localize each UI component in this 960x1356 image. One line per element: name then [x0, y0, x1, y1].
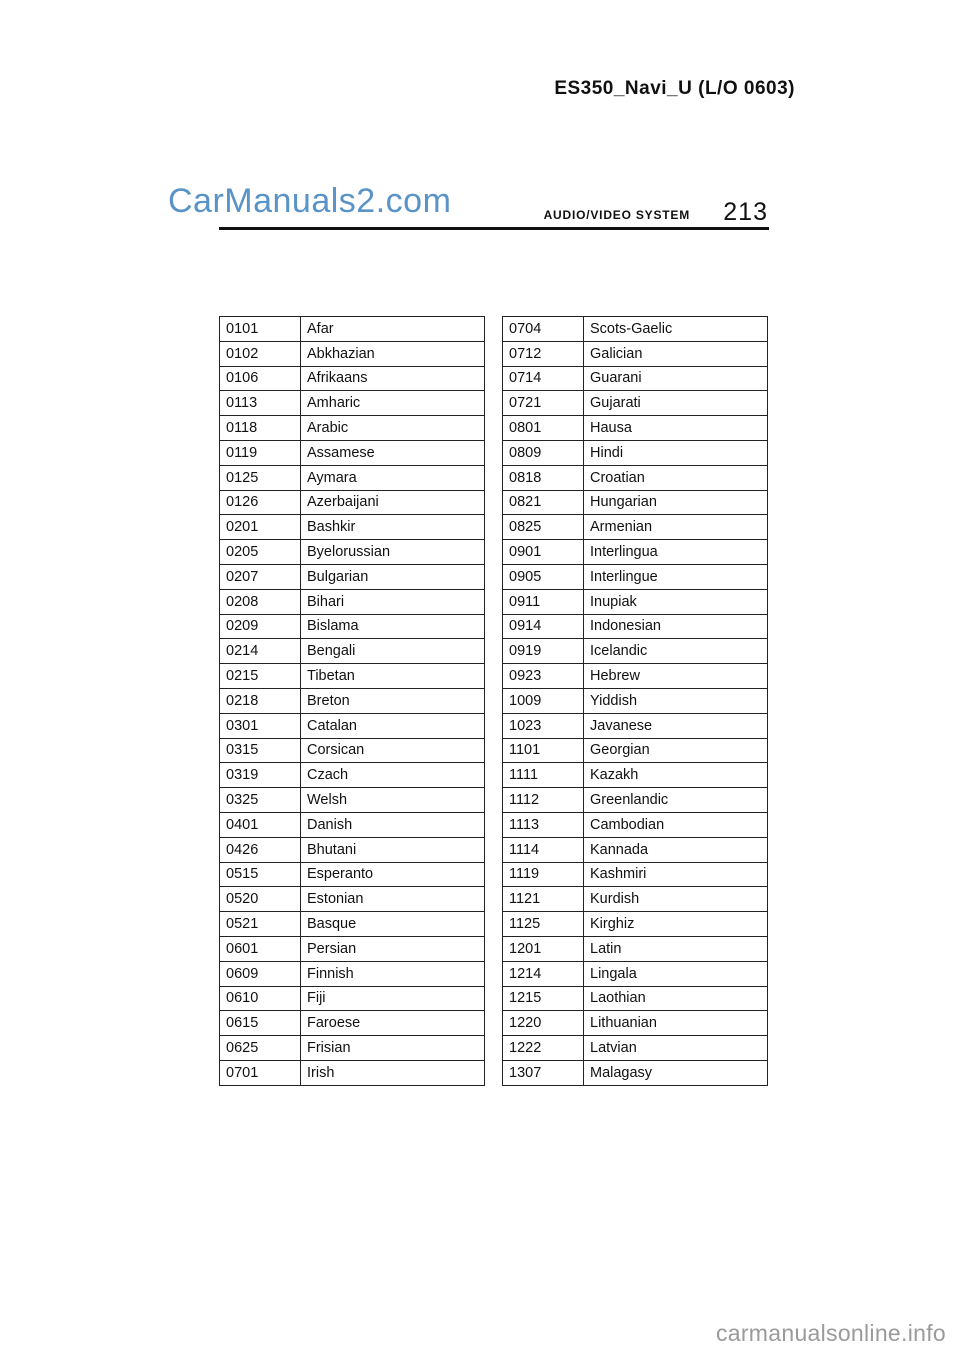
- language-name: Faroese: [301, 1011, 485, 1036]
- table-row: [220, 515, 485, 540]
- language-name: Danish: [301, 812, 485, 837]
- table-row: [503, 664, 768, 689]
- language-name: Cambodian: [584, 812, 768, 837]
- language-name: Irish: [301, 1060, 485, 1085]
- language-name: Persian: [301, 936, 485, 961]
- language-code: 0515: [220, 862, 301, 887]
- language-code: 1111: [503, 763, 584, 788]
- footer-watermark: carmanualsonline.info: [715, 1320, 946, 1346]
- table-row: [220, 614, 485, 639]
- language-code: 0208: [220, 589, 301, 614]
- language-code: 0119: [220, 440, 301, 465]
- language-code: 1023: [503, 713, 584, 738]
- language-name: Abkhazian: [301, 341, 485, 366]
- language-code: 1220: [503, 1011, 584, 1036]
- table-row: [220, 465, 485, 490]
- language-code: 1222: [503, 1036, 584, 1061]
- table-row: [503, 862, 768, 887]
- language-name: Inupiak: [584, 589, 768, 614]
- language-code: 0901: [503, 540, 584, 565]
- table-row: [503, 837, 768, 862]
- language-code: 1009: [503, 688, 584, 713]
- language-code: 0601: [220, 936, 301, 961]
- language-code: 1101: [503, 738, 584, 763]
- table-row: [220, 1060, 485, 1085]
- table-row: [220, 440, 485, 465]
- table-row: [503, 688, 768, 713]
- language-name: Kannada: [584, 837, 768, 862]
- table-row: [503, 1011, 768, 1036]
- language-name: Basque: [301, 912, 485, 937]
- language-name: Arabic: [301, 416, 485, 441]
- language-name: Bulgarian: [301, 564, 485, 589]
- language-name: Kashmiri: [584, 862, 768, 887]
- language-name: Azerbaijani: [301, 490, 485, 515]
- table-row: [503, 391, 768, 416]
- table-row: [220, 1011, 485, 1036]
- doc-code: ES350_Navi_U (L/O 0603): [554, 78, 795, 99]
- table-row: [220, 837, 485, 862]
- table-row: [220, 912, 485, 937]
- language-name: Bashkir: [301, 515, 485, 540]
- language-code: 0125: [220, 465, 301, 490]
- table-row: [503, 738, 768, 763]
- language-name: Fiji: [301, 986, 485, 1011]
- table-row: [503, 465, 768, 490]
- language-name: Corsican: [301, 738, 485, 763]
- language-code: 0106: [220, 366, 301, 391]
- language-code: 0521: [220, 912, 301, 937]
- language-code: 0301: [220, 713, 301, 738]
- language-code: 0625: [220, 1036, 301, 1061]
- page-number: 213: [723, 198, 768, 226]
- language-name: Byelorussian: [301, 540, 485, 565]
- language-code: 0207: [220, 564, 301, 589]
- language-code: 0325: [220, 788, 301, 813]
- table-row: [220, 862, 485, 887]
- language-name: Hebrew: [584, 664, 768, 689]
- language-code: 0218: [220, 688, 301, 713]
- language-name: Laothian: [584, 986, 768, 1011]
- language-code: 1215: [503, 986, 584, 1011]
- language-code: 0201: [220, 515, 301, 540]
- language-code: 1201: [503, 936, 584, 961]
- language-code: 0721: [503, 391, 584, 416]
- table-row: [220, 317, 485, 342]
- table-row: [503, 589, 768, 614]
- language-code: 0610: [220, 986, 301, 1011]
- language-name: Guarani: [584, 366, 768, 391]
- language-code: 0126: [220, 490, 301, 515]
- language-code: 1119: [503, 862, 584, 887]
- language-code: 1121: [503, 887, 584, 912]
- table-row: [503, 986, 768, 1011]
- language-code: 0315: [220, 738, 301, 763]
- table-body: [503, 317, 768, 1086]
- language-name: Malagasy: [584, 1060, 768, 1085]
- language-name: Lithuanian: [584, 1011, 768, 1036]
- language-name: Tibetan: [301, 664, 485, 689]
- language-name: Interlingua: [584, 540, 768, 565]
- language-name: Bislama: [301, 614, 485, 639]
- language-code: 0101: [220, 317, 301, 342]
- language-code: 0609: [220, 961, 301, 986]
- table-row: [220, 961, 485, 986]
- table-row: [220, 936, 485, 961]
- table-row: [220, 416, 485, 441]
- language-name: Javanese: [584, 713, 768, 738]
- table-row: [220, 490, 485, 515]
- watermark-logo: CarManuals2.com: [168, 182, 452, 220]
- language-code: 0801: [503, 416, 584, 441]
- table-row: [503, 912, 768, 937]
- table-row: [503, 1060, 768, 1085]
- language-name: Amharic: [301, 391, 485, 416]
- language-code: 0209: [220, 614, 301, 639]
- language-name: Esperanto: [301, 862, 485, 887]
- table-row: [220, 540, 485, 565]
- language-code-table-right: [502, 316, 768, 1086]
- language-name: Interlingue: [584, 564, 768, 589]
- table-row: [503, 564, 768, 589]
- language-name: Afar: [301, 317, 485, 342]
- table-body: [220, 317, 485, 1086]
- language-name: Scots-Gaelic: [584, 317, 768, 342]
- language-code: 0319: [220, 763, 301, 788]
- language-name: Bihari: [301, 589, 485, 614]
- language-code: 0809: [503, 440, 584, 465]
- table-row: [220, 738, 485, 763]
- table-row: [220, 986, 485, 1011]
- language-code: 0205: [220, 540, 301, 565]
- header-rule: [219, 227, 769, 230]
- language-code: 1307: [503, 1060, 584, 1085]
- language-name: Czach: [301, 763, 485, 788]
- language-code: 0825: [503, 515, 584, 540]
- language-name: Aymara: [301, 465, 485, 490]
- language-code: 0821: [503, 490, 584, 515]
- language-code: 0701: [220, 1060, 301, 1085]
- language-name: Assamese: [301, 440, 485, 465]
- language-code: 1125: [503, 912, 584, 937]
- language-name: Yiddish: [584, 688, 768, 713]
- language-code: 0215: [220, 664, 301, 689]
- language-code: 0911: [503, 589, 584, 614]
- language-name: Catalan: [301, 713, 485, 738]
- language-name: Icelandic: [584, 639, 768, 664]
- language-code: 0914: [503, 614, 584, 639]
- language-code: 0919: [503, 639, 584, 664]
- language-name: Hungarian: [584, 490, 768, 515]
- table-row: [503, 515, 768, 540]
- language-code: 0712: [503, 341, 584, 366]
- language-name: Bhutani: [301, 837, 485, 862]
- language-name: Indonesian: [584, 614, 768, 639]
- language-name: Georgian: [584, 738, 768, 763]
- table-row: [220, 639, 485, 664]
- language-code: 0704: [503, 317, 584, 342]
- table-row: [503, 788, 768, 813]
- language-name: Finnish: [301, 961, 485, 986]
- language-name: Hausa: [584, 416, 768, 441]
- table-row: [220, 887, 485, 912]
- table-row: [503, 366, 768, 391]
- table-row: [503, 887, 768, 912]
- language-name: Gujarati: [584, 391, 768, 416]
- table-row: [220, 788, 485, 813]
- language-name: Latin: [584, 936, 768, 961]
- table-row: [220, 341, 485, 366]
- table-row: [220, 589, 485, 614]
- language-code: 1214: [503, 961, 584, 986]
- language-name: Afrikaans: [301, 366, 485, 391]
- language-name: Lingala: [584, 961, 768, 986]
- table-row: [503, 614, 768, 639]
- language-name: Kirghiz: [584, 912, 768, 937]
- language-name: Hindi: [584, 440, 768, 465]
- table-row: [503, 341, 768, 366]
- table-row: [503, 639, 768, 664]
- language-code-table-left: [219, 316, 485, 1086]
- language-code: 0426: [220, 837, 301, 862]
- language-name: Bengali: [301, 639, 485, 664]
- language-code: 0923: [503, 664, 584, 689]
- table-row: [503, 763, 768, 788]
- language-name: Latvian: [584, 1036, 768, 1061]
- language-name: Kurdish: [584, 887, 768, 912]
- table-row: [503, 961, 768, 986]
- language-name: Armenian: [584, 515, 768, 540]
- language-name: Breton: [301, 688, 485, 713]
- table-row: [503, 812, 768, 837]
- language-code: 0118: [220, 416, 301, 441]
- language-name: Frisian: [301, 1036, 485, 1061]
- section-title: AUDIO/VIDEO SYSTEM: [543, 208, 690, 222]
- language-code: 0615: [220, 1011, 301, 1036]
- language-code: 0401: [220, 812, 301, 837]
- language-name: Welsh: [301, 788, 485, 813]
- language-name: Croatian: [584, 465, 768, 490]
- language-code: 1114: [503, 837, 584, 862]
- language-code: 1112: [503, 788, 584, 813]
- table-row: [220, 664, 485, 689]
- table-row: [503, 1036, 768, 1061]
- table-row: [503, 936, 768, 961]
- language-code: 1113: [503, 812, 584, 837]
- table-row: [220, 564, 485, 589]
- table-row: [220, 1036, 485, 1061]
- table-row: [220, 366, 485, 391]
- language-name: Kazakh: [584, 763, 768, 788]
- table-row: [220, 688, 485, 713]
- language-name: Greenlandic: [584, 788, 768, 813]
- table-row: [220, 763, 485, 788]
- table-row: [503, 490, 768, 515]
- table-row: [503, 416, 768, 441]
- language-code: 0714: [503, 366, 584, 391]
- language-code: 0102: [220, 341, 301, 366]
- table-row: [503, 713, 768, 738]
- table-row: [220, 391, 485, 416]
- table-row: [220, 713, 485, 738]
- language-name: Galician: [584, 341, 768, 366]
- language-code: 0905: [503, 564, 584, 589]
- language-code: 0818: [503, 465, 584, 490]
- table-row: [220, 812, 485, 837]
- language-code: 0113: [220, 391, 301, 416]
- table-row: [503, 440, 768, 465]
- table-row: [503, 317, 768, 342]
- language-name: Estonian: [301, 887, 485, 912]
- language-code: 0520: [220, 887, 301, 912]
- language-code: 0214: [220, 639, 301, 664]
- table-row: [503, 540, 768, 565]
